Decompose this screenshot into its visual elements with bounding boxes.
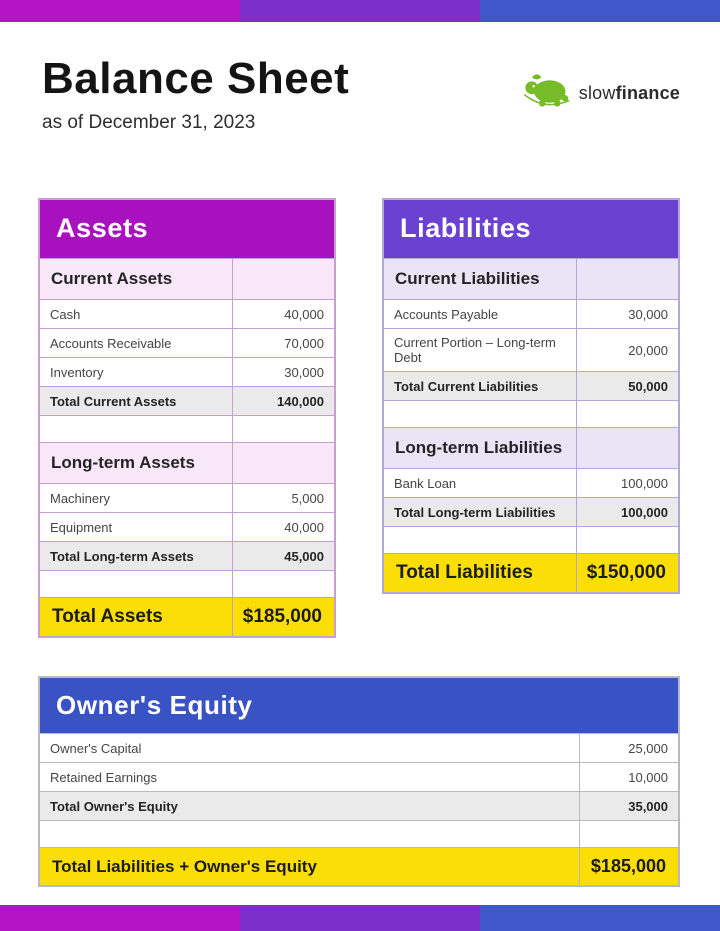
table-row [40,357,334,386]
assets-table-title: Assets [40,200,334,258]
table-row [384,371,678,400]
equity-table-title: Owner's Equity [40,678,678,733]
row-label: Equipment [50,519,113,535]
row-label: Total Liabilities + Owner's Equity [40,848,579,885]
row-label: Bank Loan [394,475,457,491]
brand-logo [522,72,680,114]
table-row [40,541,334,570]
table-row [40,415,334,442]
table-row [384,497,678,526]
table-row [384,427,678,468]
row-value: 140,000 [232,387,334,415]
row-value [232,443,334,483]
row-label: Total Current Assets [40,387,232,415]
row-value: 100,000 [576,498,678,526]
accent-segment-violet [240,905,480,931]
brand-name-regular: slow [578,82,616,103]
row-value: 100,000 [576,469,678,497]
row-label: Owner's Capital [50,740,142,756]
row-value: 30,000 [232,358,334,386]
equity-table [38,676,680,887]
table-row [40,820,678,847]
table-row [40,597,334,636]
row-label: Total Long-term Assets [40,542,232,570]
table-row [384,526,678,553]
table-row [40,762,678,791]
assets-table [38,198,336,638]
row-value: 25,000 [579,734,678,762]
table-row [40,328,334,357]
row-label: Total Assets [40,598,232,636]
row-label: Current Liabilities [395,269,540,288]
row-value: 50,000 [576,372,678,400]
liabilities-table-title: Liabilities [384,200,678,258]
row-label: Total Current Liabilities [384,372,576,400]
table-row [384,299,678,328]
turtle-icon [522,72,570,114]
row-value: $150,000 [576,554,678,592]
row-value [576,428,678,468]
table-row [40,299,334,328]
table-row [384,400,678,427]
document-header [0,22,720,134]
row-value: 45,000 [232,542,334,570]
row-value: 35,000 [579,792,678,820]
row-value: 40,000 [232,300,334,328]
assets-liabilities-section [0,198,720,638]
row-value: 40,000 [232,513,334,541]
accent-segment-magenta [0,905,240,931]
row-value [576,527,678,553]
table-row [384,258,678,299]
row-value: 10,000 [579,763,678,791]
top-accent-bar [0,0,720,22]
row-label [384,527,576,553]
row-label [40,821,579,847]
table-row [40,733,678,762]
table-row [384,468,678,497]
row-label: Long-term Liabilities [395,438,563,457]
liabilities-table [382,198,680,594]
row-value: 20,000 [576,329,678,371]
table-row [40,442,334,483]
title-block [42,56,349,134]
table-row [384,553,678,592]
row-label: Machinery [50,490,110,506]
accent-segment-violet [240,0,480,22]
row-label [40,416,232,442]
row-value [576,259,678,299]
table-row [40,386,334,415]
row-value [232,416,334,442]
row-value: 30,000 [576,300,678,328]
table-row [40,483,334,512]
row-label [384,401,576,427]
row-label: Total Long-term Liabilities [384,498,576,526]
row-label: Current Assets [51,269,173,288]
page-subtitle: as of December 31, 2023 [42,112,256,133]
row-value: 5,000 [232,484,334,512]
row-value [576,401,678,427]
row-label [40,571,232,597]
row-value [579,821,678,847]
row-label: Accounts Payable [394,306,499,322]
bottom-accent-bar [0,905,720,931]
row-value [232,571,334,597]
table-row [40,570,334,597]
row-value: $185,000 [232,598,334,636]
row-label: Accounts Receivable [50,335,172,351]
row-label: Inventory [50,364,104,380]
row-value: $185,000 [579,848,678,885]
row-label: Cash [50,306,81,322]
accent-segment-blue [480,0,720,22]
row-value [232,259,334,299]
row-label: Total Liabilities [384,554,576,592]
brand-name-bold: finance [615,82,680,103]
brand-name [579,83,680,104]
row-label: Total Owner's Equity [40,792,579,820]
table-row [40,512,334,541]
row-label: Current Portion – Long-term Debt [394,335,556,365]
table-row [40,791,678,820]
row-value: 70,000 [232,329,334,357]
accent-segment-magenta [0,0,240,22]
row-label: Retained Earnings [50,769,157,785]
row-label: Long-term Assets [51,453,195,472]
table-row [40,258,334,299]
table-row [384,328,678,371]
accent-segment-blue [480,905,720,931]
page-title: Balance Sheet [42,54,350,103]
owners-equity-section [0,676,720,887]
table-row [40,847,678,885]
